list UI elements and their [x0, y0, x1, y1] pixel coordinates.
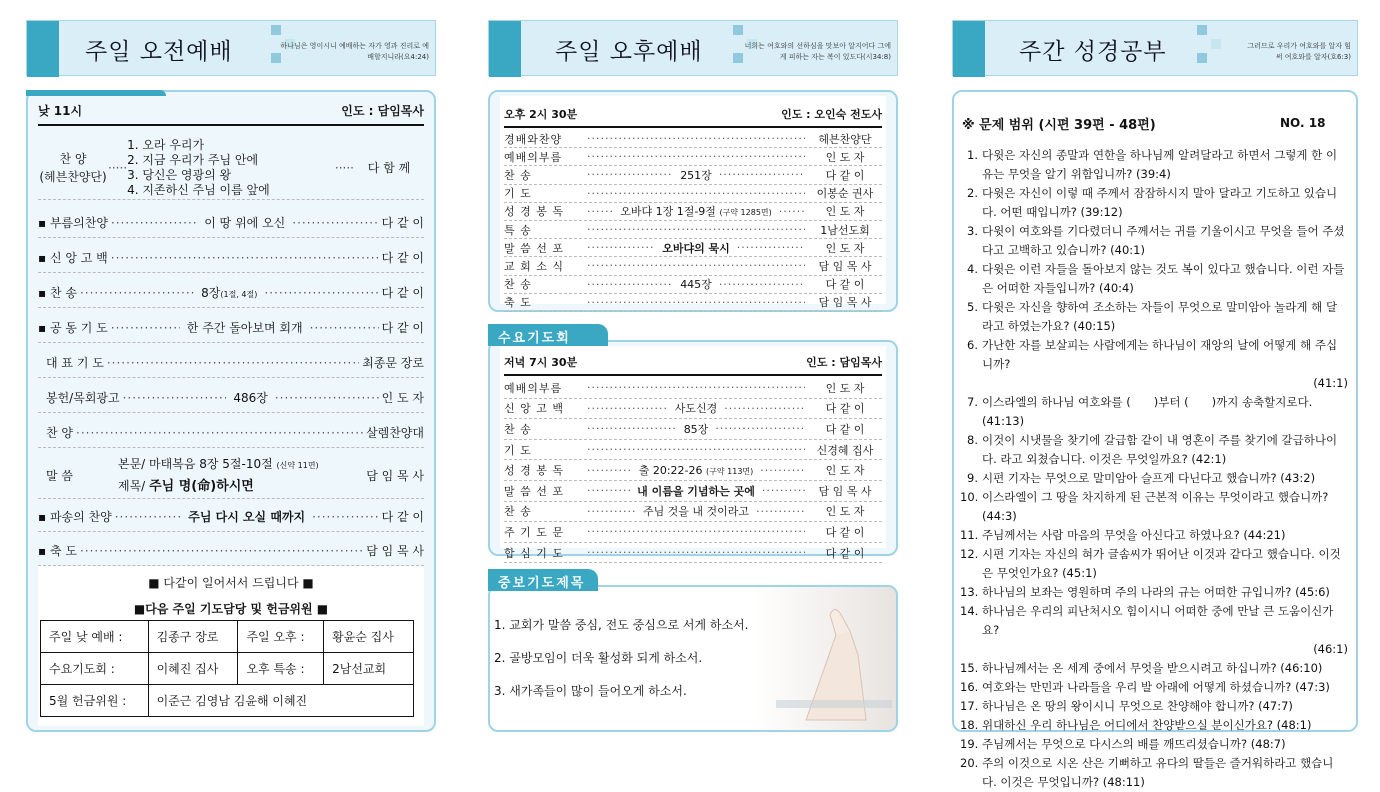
order-row: 예배의부름 ····· 인 도 자 [504, 378, 882, 399]
order-row: 주 기 도 문 ····· 다 같 이 [504, 522, 882, 543]
right-verse: 그러므로 우리가 여호와를 알자 힘써 여호와를 알자(호6:3) [1247, 42, 1351, 61]
issue-number: NO. 18 [1280, 116, 1326, 130]
question-item: 4. 다윗은 이런 자들을 돌아보지 않는 것도 복이 있다고 했습니다. 이런 자들은 어떠한 자들입니까? (40:4) [967, 262, 1345, 295]
order-row: 기 도 ····· 이봉순 권사 [504, 185, 882, 203]
order-row: ▪ 축 도 ····· 담 임 목 사 [38, 536, 424, 566]
left-header [26, 20, 436, 76]
question-item: 5. 다윗은 자신을 향하여 조소하는 자들이 무엇으로 말미암아 놀라게 해 달라고 하였는가요? (40:15) [967, 300, 1338, 333]
order-row: 찬 송 ····· 445장 ····· 다 같 이 [504, 276, 882, 294]
afternoon-service-panel: 오후 2시 30분 인도 : 오인숙 전도사 경배와찬양 ····· 헤븐찬양단 예배의부름 ····· 인 도 자 찬 송 ····· 251장 ····· 다 같 이 기 도 ····· 이봉순 권사 성 경 봉 독 ····· 오바댜 1장 1절-9절 (구약 1285면) ····· 인 도 자 특 송 ····· 1남선도회 말 씀 선 포 ····· 오바댜의 묵시 ····· 인 도 자 교 회 소 식 ····· 담 임 목 사 찬 송 ····· 445장 ····· 다 같 이 축 도 ····· 담 임 목 사 [488, 90, 898, 312]
hymn-list: 1. 오라 우리가 2. 지금 우리가 주님 안에 3. 당신은 영광의 왕 4. 지존하신 주님 이름 앞에 [127, 137, 270, 197]
sermon-title: 주님 명(命)하시면 [149, 479, 254, 494]
wednesday-tab: 수요기도회 [488, 324, 608, 346]
question-range: ※ 문제 범위 (시편 39편 - 48편) [962, 118, 1156, 133]
order-row: 축 도 ····· 담 임 목 사 [504, 294, 882, 312]
bible-study-panel [952, 90, 1358, 789]
question-item: 16. 여호와는 만민과 나라들을 우리 발 아래에 어떻게 하셨습니까? (47:3) [960, 680, 1330, 694]
question-item: 18. 위대하신 우리 하나님은 어디에서 찬양받으실 분이신가요? (48:1) [960, 718, 1312, 732]
morning-leader: 인도 : 담임목사 [341, 104, 424, 118]
right-title: 주간 성경공부 [1019, 39, 1167, 65]
order-row: ▪ 공 동 기 도 ····· 한 주간 돌아보며 회개 ····· 다 같 이 [38, 313, 424, 343]
order-row: 예배의부름 ····· 인 도 자 [504, 148, 882, 166]
question-item: 15. 하나님께서는 온 세계 중에서 무엇을 받으시려고 하십니까? (46:10) [960, 661, 1323, 675]
order-row: 찬 송 ····· 주님 것을 내 것이라고 ····· 인 도 자 [504, 502, 882, 523]
order-row: ▪ 찬 송 ····· 8장(1절, 4절) ····· 다 같 이 [38, 278, 424, 308]
left-verse: 하나님은 영이시니 예배하는 자가 영과 진리로 예배할지니라(요4:24) [280, 42, 429, 61]
question-item: 13. 하나님의 보좌는 영원하며 주의 나라의 규는 어떠한 규입니까? (45:6) [960, 585, 1330, 599]
question-item: 19. 주님께서는 무엇으로 다시스의 배를 깨뜨리셨습니까? (48:7) [960, 737, 1286, 751]
order-row: 찬 송 ····· 85장 ····· 다 같 이 [504, 419, 882, 440]
duty-table: 주일 낮 예배 : 김종구 장로 주일 오후 : 황윤순 집사 수요기도회 : 이혜진 집사 오후 특송 : 2남선교회 5월 헌금위원 : 이준근 김영남 김윤해 이혜진 [40, 620, 414, 717]
order-row: ▪ 신 앙 고 백 ····· 다 같 이 [38, 243, 424, 273]
order-row: 찬 송 ····· 251장 ····· 다 같 이 [504, 166, 882, 184]
order-row: ▪ 부름의찬양 ····· 이 땅 위에 오신 ····· 다 같 이 [38, 208, 424, 238]
middle-verse: 너희는 여호와의 선하심을 맛보아 알지어다 그에게 피하는 자는 복이 있도다(시34:8) [744, 42, 891, 61]
order-row: 신 앙 고 백 ····· 사도신경 ····· 다 같 이 [504, 399, 882, 420]
order-row: 대 표 기 도 ····· 최종문 장로 [38, 348, 424, 378]
question-list [960, 146, 1348, 792]
order-row: ▪ 파송의 찬양 ····· 주님 다시 오실 때까지 ····· 다 같 이 [38, 502, 424, 532]
order-row: 찬 양 ····· 살렘찬양대 [38, 418, 424, 448]
question-item: 12. 시편 기자는 자신의 혀가 글솜씨가 뛰어난 이것과 같다고 했습니다. 이것은 무엇인가요? (45:1) [960, 547, 1341, 580]
order-row: 교 회 소 식 ····· 담 임 목 사 [504, 257, 882, 275]
question-item: 7. 이스라엘의 하나님 여호와를 ( )부터 ( )까지 송축할지로다. (41:13) [967, 395, 1313, 428]
question-item: 9. 시편 기자는 무엇으로 말미암아 슬프게 다닌다고 했습니까? (43:2) [967, 471, 1316, 485]
question-item: 2. 다윗은 자신이 이렇 때 주께서 잠잠하시지 말아 달라고 기도하고 있습니다. 어떤 때입니까? (39:12) [967, 186, 1338, 219]
right-header [952, 20, 1358, 76]
order-row: 특 송 ····· 1남선도회 [504, 221, 882, 239]
question-item: 3. 다윗이 여호와를 기다렸더니 주께서는 귀를 기울이시고 무엇을 들어 주셨다고 고백하고 있습니까? (40:1) [967, 224, 1345, 257]
order-row: 말 씀 선 포 ····· 내 이름을 기념하는 곳에 ····· 담 임 목 사 [504, 481, 882, 502]
stand-notice: ■ 다같이 일어서서 드립니다 ■ [148, 576, 314, 590]
question-item: 10. 이스라엘이 그 땅을 차지하게 된 근본적 이유는 무엇이라고 했습니까? (44:3) [960, 490, 1329, 523]
sermon-row: 말 씀 본문/ 마태복음 8장 5절-10절 (신약 11면) 제목/ 주님 명(命)하시면 담 임 목 사 [38, 453, 424, 499]
prayer-tab: 중보기도제목 [488, 569, 598, 591]
question-item: 11. 주님께서는 사람 마음의 무엇을 아신다고 하였나요? (44:21) [960, 528, 1286, 542]
middle-header [488, 20, 898, 76]
question-item: 17. 하나님은 온 땅의 왕이시니 무엇으로 찬양해야 합니까? (47:7) [960, 699, 1293, 713]
left-title: 주일 오전예배 [85, 39, 233, 65]
question-item: 1. 다윗은 자신의 종말과 연한을 하나님께 알려달라고 하면서 그렇게 한 이유는 무엇을 알기 위함입니까? (39:4) [967, 148, 1338, 181]
question-item: 14. 하나님은 우리의 피난처시오 힘이시니 어떠한 중에 만날 큰 도움이신가요? (46:1) [960, 604, 1348, 656]
praying-hands-image [776, 595, 892, 725]
order-row: 합 심 기 도 ····· 다 같 이 [504, 543, 882, 564]
question-item: 20. 주의 이것으로 시온 산은 기뻐하고 유다의 딸들은 즐거워하라고 했습니다. 이것은 무엇입니까? (48:11) [960, 756, 1334, 789]
order-row: 성 경 봉 독 ····· 오바댜 1장 1절-9절 (구약 1285면) ····· 인 도 자 [504, 203, 882, 221]
order-row: 봉헌/목회광고 ····· 486장 ····· 인 도 자 [38, 383, 424, 413]
order-row: 성 경 봉 독 ····· 출 20:22-26 (구약 113면) ····· 인 도 자 [504, 460, 882, 481]
middle-title: 주일 오후예배 [555, 39, 703, 65]
prayer-panel [488, 576, 898, 732]
question-item: 8. 이것이 시냇물을 찾기에 갈급함 같이 내 영혼이 주를 찾기에 갈급하나이다. 라고 외쳤습니다. 이것은 무엇일까요? (42:1) [967, 433, 1338, 466]
prayer-list: 1. 교회가 말씀 중심, 전도 중심으로 서게 하소서. 2. 골방모임이 더욱 활성화 되게 하소서. 3. 새가족들이 많이 들어오게 하소서. [494, 618, 749, 698]
hymn-group-row: 찬 양 (헤븐찬양단) ····· 1. 오라 우리가 2. 지금 우리가 주님 안에 3. 당신은 영광의 왕 4. 지존하신 주님 이름 앞에 ····· 다 함 께 [38, 136, 424, 200]
order-row: 경배와찬양 ····· 헤븐찬양단 [504, 130, 882, 148]
morning-time: 낮 11시 [38, 104, 83, 118]
wednesday-service-panel: 수요기도회 저녁 7시 30분 인도 : 담임목사 예배의부름 ····· 인 도 자 신 앙 고 백 ····· 사도신경 ····· 다 같 이 찬 송 ····· 85장 ····· 다 같 이 기 도 ····· 신경혜 집사 성 경 봉 독 ····· 출 20:22-26 (구약 113면) ····· 인 도 자 말 씀 선 포 ····· 내 이름을 기념하는 곳에 ····· 담 임 목 사 찬 송 ····· 주님 것을 내 것이라고 ····· 인 도 자 주 기 도 문 ····· 다 같 이 합 심 기 도 ····· 다 같 이 [488, 340, 898, 556]
question-item: 6. 가난한 자를 보살피는 사람에게는 하나님이 재앙의 날에 어떻게 해 주십니까? (41:1) [967, 338, 1348, 390]
order-row: 말 씀 선 포 ····· 오바댜의 묵시 ····· 인 도 자 [504, 239, 882, 257]
order-row: 기 도 ····· 신경혜 집사 [504, 440, 882, 461]
next-week-notice: ■다음 주일 기도담당 및 헌금위원 ■ [133, 602, 329, 616]
morning-service-panel [26, 90, 436, 732]
